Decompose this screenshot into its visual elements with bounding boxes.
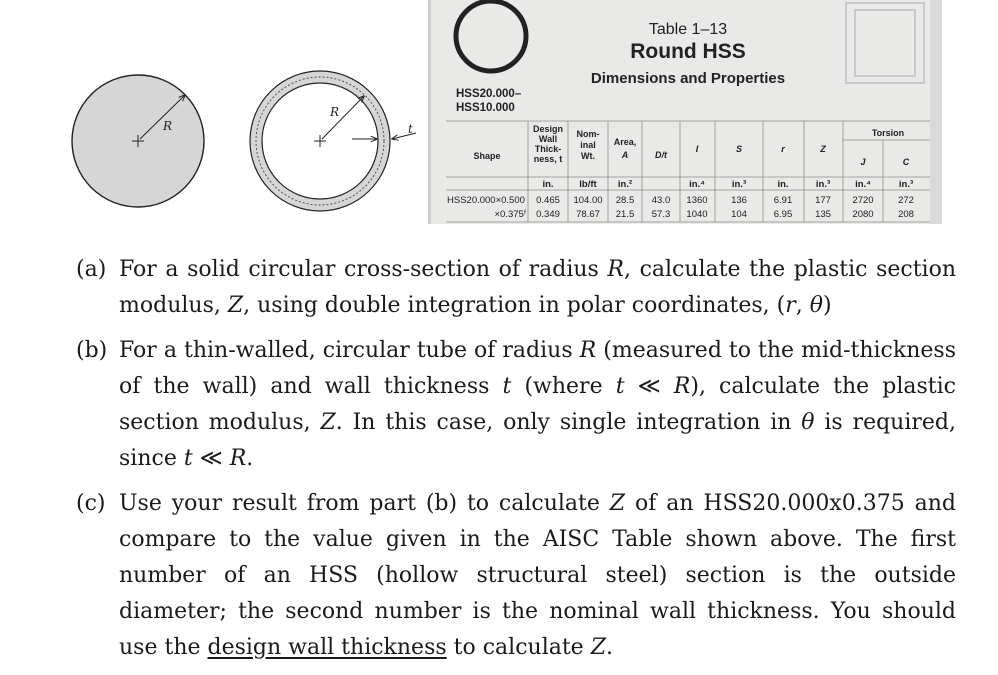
cell-A: 21.5 [615,209,635,220]
cell-Z: 177 [815,195,831,206]
tube-figure [250,71,416,211]
unit-Z: in.³ [815,179,831,190]
cell-wt: 104.00 [573,195,603,206]
hdr-dt: D/t [655,150,667,160]
cell-I: 1360 [686,195,708,206]
unit-I: in.⁴ [689,179,705,190]
cell-shape: ×0.375ᶠ [494,209,526,220]
hdr-r: r [781,144,785,154]
hdr-S: S [735,144,743,154]
table-title: Round HSS [630,40,746,63]
hdr-wt-3: Wt. [581,151,595,161]
cell-C: 272 [898,195,914,206]
hdr-wall-3: Thick- [534,144,562,154]
unit-S: in.³ [731,179,747,190]
cell-Z: 135 [815,209,831,220]
solid-radius-label: R [163,119,173,133]
cell-t: 0.349 [536,209,560,220]
unit-r: in. [777,179,789,190]
problem-b-text: For a thin-walled, circular tube of radius R (measured to the mid-thickness of the wall) and wall thickness t (where t ≪ R), calculate the plastic section modulus, Z. In this case, only single integration in θ is required, since t ≪ R. [119,338,956,471]
cell-shape: HSS20.000×0.500 [447,195,525,206]
hdr-area: Area, [613,137,637,147]
unit-t: in. [542,179,554,190]
cell-dt: 57.3 [651,209,671,220]
problem-c [76,486,956,666]
hdr-wall-4: ness, t [533,154,563,164]
cell-C: 208 [898,209,914,220]
aisc-table [428,0,942,224]
problem-b-label: (b) [76,338,108,363]
hdr-wall-2: Wall [538,134,558,144]
solid-circle-figure [72,75,204,207]
tube-radius-label: R [330,105,340,119]
cell-A: 28.5 [615,195,635,206]
unit-J: in.⁴ [855,179,871,190]
cell-I: 1040 [686,209,708,220]
problem-c-text: Use your result from part (b) to calculate Z of an HSS20.000x0.375 and compare to the value given in the AISC Table shown above. The first number of an HSS (hollow structural steel) section is the outside diameter; the second number is the nominal wall thickness. You should use the design wall thickness to calculate Z. [119,491,956,660]
hdr-Z: Z [820,144,826,154]
thickness-label: t [408,122,413,136]
hdr-wt-2: inal [580,140,596,150]
hdr-C: C [902,157,910,167]
hdr-torsion: Torsion [871,128,905,138]
problem-b [76,333,956,477]
problem-a-label: (a) [76,257,107,282]
hdr-wt-1: Nom- [576,129,600,139]
figures-strip [0,0,998,235]
table-number: Table 1–13 [648,21,728,38]
hdr-I: I [695,144,699,154]
cell-wt: 78.67 [576,209,600,220]
cell-S: 104 [731,209,747,220]
problem-list [76,252,956,675]
cell-J: 2080 [852,209,874,220]
hdr-J: J [860,157,866,167]
problem-a-text: For a solid circular cross-section of radius R, calculate the plastic section modulus, Z, using double integration in polar coordinates, (r, θ) [119,257,957,318]
cell-J: 2720 [852,195,874,206]
unit-wt: lb/ft [579,179,597,190]
design-wall-thickness-underline: design wall thickness [207,635,447,660]
unit-C: in.³ [898,179,914,190]
size-range-2: HSS10.000 [456,102,515,114]
cell-r: 6.95 [773,209,793,220]
hdr-wall-1: Design [532,124,564,134]
cell-t: 0.465 [536,195,560,206]
table-subtitle: Dimensions and Properties [590,70,786,87]
hdr-area-symbol: A [621,150,629,160]
hdr-shape: Shape [473,151,501,161]
unit-A: in.² [617,179,633,190]
cell-r: 6.91 [773,195,793,206]
problem-c-label: (c) [76,491,106,516]
problem-a [76,252,956,324]
cell-dt: 43.0 [651,195,671,206]
size-range-1: HSS20.000– [456,88,522,100]
cell-S: 136 [731,195,747,206]
